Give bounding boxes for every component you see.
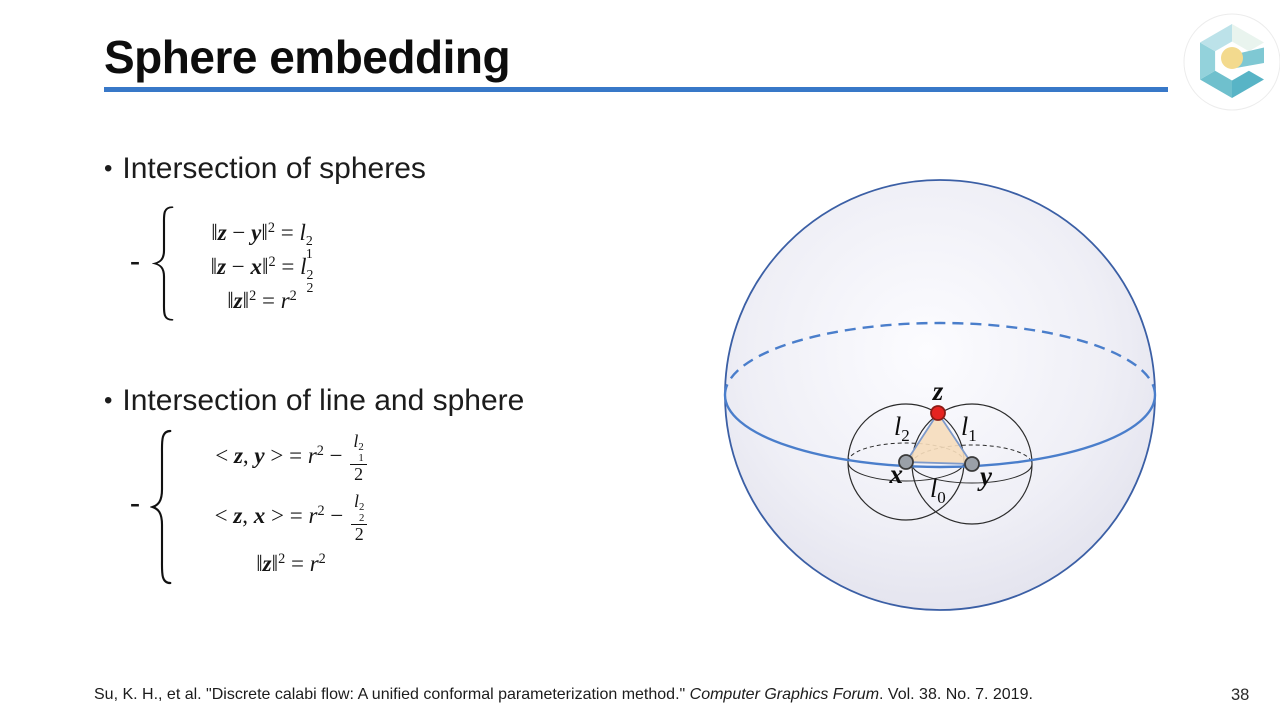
- citation-journal: Computer Graphics Forum: [689, 686, 880, 703]
- left-brace: [152, 205, 176, 322]
- bullet-label: Intersection of spheres: [122, 152, 426, 185]
- sphere-figure: [700, 158, 1190, 638]
- page-number: 38: [1231, 686, 1250, 704]
- label-l2: $l_2$: [894, 412, 910, 445]
- page-title: Sphere embedding: [104, 31, 511, 83]
- label-x: x: [889, 459, 903, 489]
- point-y: [965, 457, 979, 471]
- citation-text: Su, K. H., et al. "Discrete calabi flow: A unified conformal parameterization method.": [94, 686, 690, 703]
- label-l1: $l_1$: [961, 412, 977, 445]
- citation-suffix: . Vol. 38. No. 7. 2019.: [879, 686, 1033, 703]
- label-z: z: [932, 376, 944, 406]
- equation-rows: < z, y > = $r^2$ − l 2 1 2 < z, x > = $r^2$ − l 2 2 2 ‖z‖$^2$ = $r^2$: [174, 426, 408, 590]
- logo-dot: [1221, 47, 1243, 69]
- bullet-marker: •: [104, 387, 113, 414]
- bullet-marker: •: [104, 155, 113, 182]
- label-y: y: [980, 461, 992, 491]
- label-l0: $l_0$: [930, 474, 946, 507]
- logo-icon: [1180, 12, 1280, 116]
- bullet-intersection-of-line-and-sphere: [104, 384, 524, 418]
- equation-rows: ‖z − y‖$^2$ = l 2 1 ‖z − x‖$^2$ = l 2 2 ‖z‖$^2$ = $r^2$: [210, 220, 314, 313]
- sub-bullet-dash: -: [130, 486, 140, 519]
- sub-bullet-dash: -: [130, 244, 140, 277]
- equation-system-line-sphere: [130, 420, 420, 592]
- point-z: [931, 406, 945, 420]
- citation: [94, 686, 1033, 704]
- title-underline: [104, 87, 1168, 92]
- equation-system-spheres: [130, 198, 390, 328]
- bullet-intersection-of-spheres: [104, 152, 426, 186]
- bullet-label: Intersection of line and sphere: [122, 384, 525, 417]
- left-brace: [150, 428, 174, 586]
